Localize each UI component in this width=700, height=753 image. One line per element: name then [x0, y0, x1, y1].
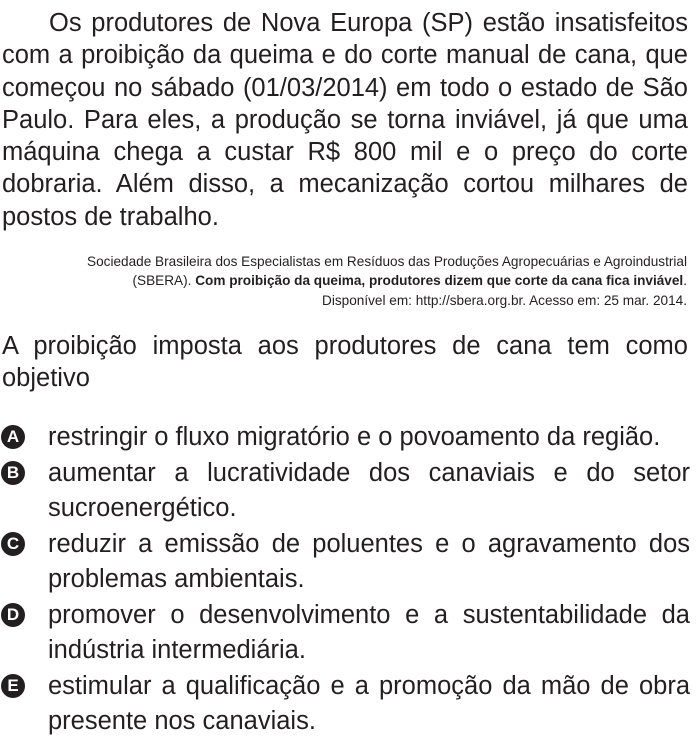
source-line-1: Sociedade Brasileira dos Especialistas em Resíduos das Produções Agropecuárias e Agroindustrial: [87, 254, 687, 269]
option-a-letter-icon: A: [1, 425, 25, 449]
question-stem: A proibição imposta aos produtores de cana tem como objetivo: [2, 332, 688, 392]
option-a[interactable]: [0, 420, 690, 456]
option-d-text: promover o desenvolvimento e a sustentabilidade da indústria intermediária.: [48, 600, 690, 664]
source-article-title: Com proibição da queima, produtores dizem que corte da cana fica inviável: [195, 273, 684, 289]
option-a-text: restringir o fluxo migratório e o povoamento da região.: [48, 423, 661, 451]
source-abbrev: (SBERA).: [132, 273, 196, 289]
answer-options: [0, 420, 690, 740]
option-b-letter-icon: B: [1, 461, 25, 485]
option-c[interactable]: [0, 527, 690, 598]
option-e-text: estimular a qualificação e a promoção da mão de obra presente nos canaviais.: [48, 671, 690, 735]
source-line-3: Disponível em: http://sbera.org.br. Acesso em: 25 mar. 2014.: [322, 292, 687, 308]
source-line-2: [0, 271, 687, 290]
option-e[interactable]: [0, 669, 690, 740]
passage-text: Os produtores de Nova Europa (SP) estão insatisfeitos com a proibição da queima e do corte manual de cana, que começou no sábado (01/03/2014) em todo o estado de São Paulo. Para eles, a produção se torna inviável, já que uma máquina chega a custar R$ 800 mil e o preço do corte dobraria. Além disso, a mecanização cortou milhares de postos de trabalho.: [2, 9, 688, 231]
option-d-letter-icon: D: [1, 603, 25, 627]
source-title-period: .: [683, 273, 687, 289]
option-d[interactable]: [0, 598, 690, 669]
option-b-text: aumentar a lucratividade dos canaviais e do setor sucroenergético.: [48, 458, 690, 522]
source-citation: [0, 252, 687, 310]
option-b[interactable]: [0, 456, 690, 527]
option-c-letter-icon: C: [1, 532, 25, 556]
option-e-letter-icon: E: [1, 674, 25, 698]
option-c-text: reduzir a emissão de poluentes e o agravamento dos problemas ambientais.: [48, 529, 690, 593]
